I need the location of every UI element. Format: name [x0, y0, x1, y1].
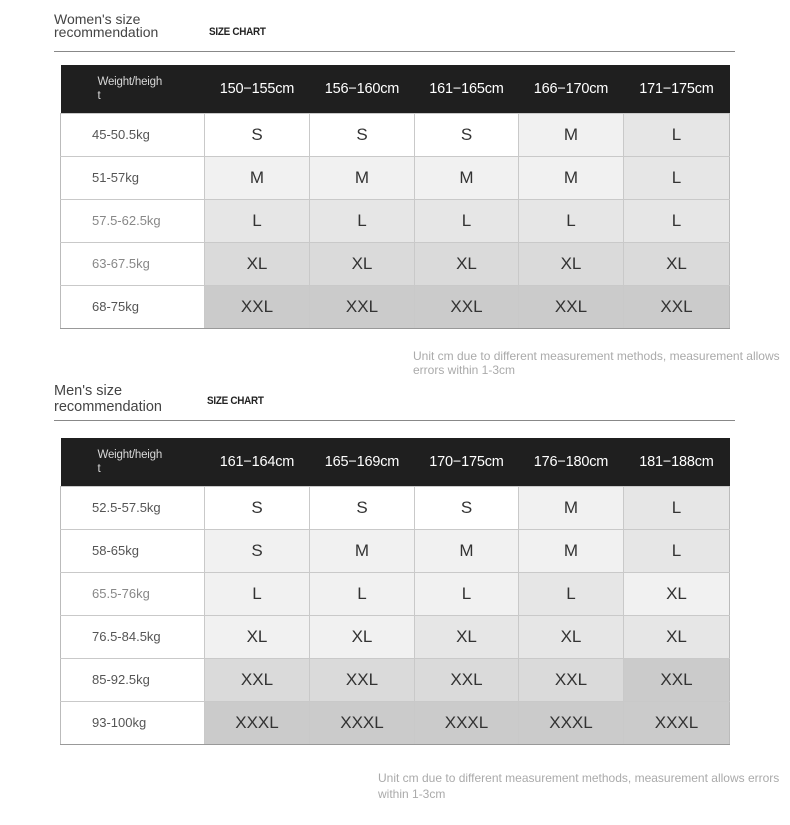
size-cell: L	[624, 486, 730, 529]
weight-range-label: 57.5-62.5kg	[61, 199, 205, 242]
men-column-header: 176−180cm	[519, 438, 624, 486]
table-row	[61, 156, 730, 199]
weight-range-label: 45-50.5kg	[61, 113, 205, 156]
size-cell: XXL	[205, 658, 310, 701]
weight-range-label: 58-65kg	[61, 529, 205, 572]
size-cell: S	[310, 486, 415, 529]
size-cell: XL	[624, 615, 730, 658]
size-cell: M	[519, 486, 624, 529]
table-row	[61, 572, 730, 615]
size-cell: XXL	[624, 285, 730, 328]
men-measurement-note	[378, 770, 779, 802]
size-cell: S	[205, 529, 310, 572]
size-cell: XXXL	[519, 701, 624, 744]
women-header-row	[61, 65, 730, 113]
weight-range-label: 52.5-57.5kg	[61, 486, 205, 529]
women-column-header: 166−170cm	[519, 65, 624, 113]
size-cell: L	[415, 572, 519, 615]
table-row	[61, 285, 730, 328]
size-cell: XL	[415, 242, 519, 285]
size-cell: XXL	[415, 285, 519, 328]
size-cell: XXL	[519, 658, 624, 701]
table-row	[61, 242, 730, 285]
table-row	[61, 486, 730, 529]
men-corner-label-a: Weight/heigh	[97, 448, 163, 461]
size-cell: L	[205, 199, 310, 242]
women-note-line1: Unit cm due to different measurement methods, measurement allows	[413, 349, 780, 363]
size-cell: XXL	[519, 285, 624, 328]
weight-range-label: 85-92.5kg	[61, 658, 205, 701]
size-cell: S	[310, 113, 415, 156]
women-divider	[54, 51, 735, 52]
table-row	[61, 113, 730, 156]
size-cell: M	[519, 113, 624, 156]
size-cell: S	[205, 486, 310, 529]
men-size-table	[60, 438, 730, 745]
size-cell: L	[624, 113, 730, 156]
men-section-title	[54, 383, 162, 415]
men-size-chart-label: SIZE CHART	[207, 395, 264, 407]
men-note-line2: within 1-3cm	[378, 787, 446, 801]
size-cell: L	[310, 572, 415, 615]
women-title-line2: recommendation	[54, 24, 159, 40]
men-column-header: 170−175cm	[415, 438, 519, 486]
size-cell: M	[415, 529, 519, 572]
size-cell: XL	[519, 615, 624, 658]
men-divider	[54, 420, 735, 421]
men-header-row	[61, 438, 730, 486]
size-cell: XL	[624, 242, 730, 285]
women-section-title	[54, 13, 158, 39]
size-cell: XL	[205, 615, 310, 658]
size-cell: S	[205, 113, 310, 156]
women-measurement-note	[413, 349, 780, 377]
size-cell: L	[205, 572, 310, 615]
size-cell: L	[310, 199, 415, 242]
size-cell: M	[310, 529, 415, 572]
women-size-table	[60, 65, 730, 329]
size-cell: XXXL	[624, 701, 730, 744]
size-cell: XL	[310, 615, 415, 658]
size-cell: S	[415, 486, 519, 529]
size-cell: L	[624, 199, 730, 242]
men-column-header: 165−169cm	[310, 438, 415, 486]
women-corner-label-b: t	[97, 89, 101, 102]
table-row	[61, 658, 730, 701]
men-title-line2: recommendation	[54, 399, 162, 415]
size-cell: L	[624, 156, 730, 199]
women-corner-header	[61, 65, 205, 113]
men-title-line1: Men's size	[54, 383, 123, 399]
women-size-chart-label: SIZE CHART	[209, 26, 266, 38]
size-cell: M	[415, 156, 519, 199]
women-title-line1: Women's size	[54, 11, 141, 27]
women-column-header: 161−165cm	[415, 65, 519, 113]
women-corner-label-a: Weight/heigh	[97, 75, 163, 88]
size-cell: L	[415, 199, 519, 242]
size-cell: XL	[310, 242, 415, 285]
size-cell: XL	[519, 242, 624, 285]
size-cell: M	[519, 529, 624, 572]
women-column-header: 171−175cm	[624, 65, 730, 113]
weight-range-label: 93-100kg	[61, 701, 205, 744]
size-cell: S	[415, 113, 519, 156]
size-cell: L	[519, 199, 624, 242]
size-cell: XXL	[415, 658, 519, 701]
size-cell: XXL	[310, 285, 415, 328]
table-row	[61, 529, 730, 572]
size-cell: XXL	[310, 658, 415, 701]
size-cell: XXXL	[205, 701, 310, 744]
size-cell: XXL	[205, 285, 310, 328]
table-row	[61, 199, 730, 242]
women-column-header: 156−160cm	[310, 65, 415, 113]
weight-range-label: 76.5-84.5kg	[61, 615, 205, 658]
size-cell: M	[205, 156, 310, 199]
weight-range-label: 68-75kg	[61, 285, 205, 328]
men-column-header: 181−188cm	[624, 438, 730, 486]
women-note-line2: errors within 1-3cm	[413, 363, 516, 377]
size-cell: XL	[205, 242, 310, 285]
weight-range-label: 65.5-76kg	[61, 572, 205, 615]
men-corner-header	[61, 438, 205, 486]
size-cell: XL	[415, 615, 519, 658]
size-cell: L	[519, 572, 624, 615]
table-row	[61, 615, 730, 658]
size-cell: M	[519, 156, 624, 199]
weight-range-label: 51-57kg	[61, 156, 205, 199]
table-row	[61, 701, 730, 744]
size-cell: XXXL	[415, 701, 519, 744]
men-note-line1: Unit cm due to different measurement methods, measurement allows errors	[378, 771, 780, 785]
size-cell: XXL	[624, 658, 730, 701]
weight-range-label: 63-67.5kg	[61, 242, 205, 285]
men-column-header: 161−164cm	[205, 438, 310, 486]
size-cell: XL	[624, 572, 730, 615]
men-corner-label-b: t	[97, 462, 101, 475]
size-cell: XXXL	[310, 701, 415, 744]
women-column-header: 150−155cm	[205, 65, 310, 113]
size-cell: L	[624, 529, 730, 572]
size-cell: M	[310, 156, 415, 199]
